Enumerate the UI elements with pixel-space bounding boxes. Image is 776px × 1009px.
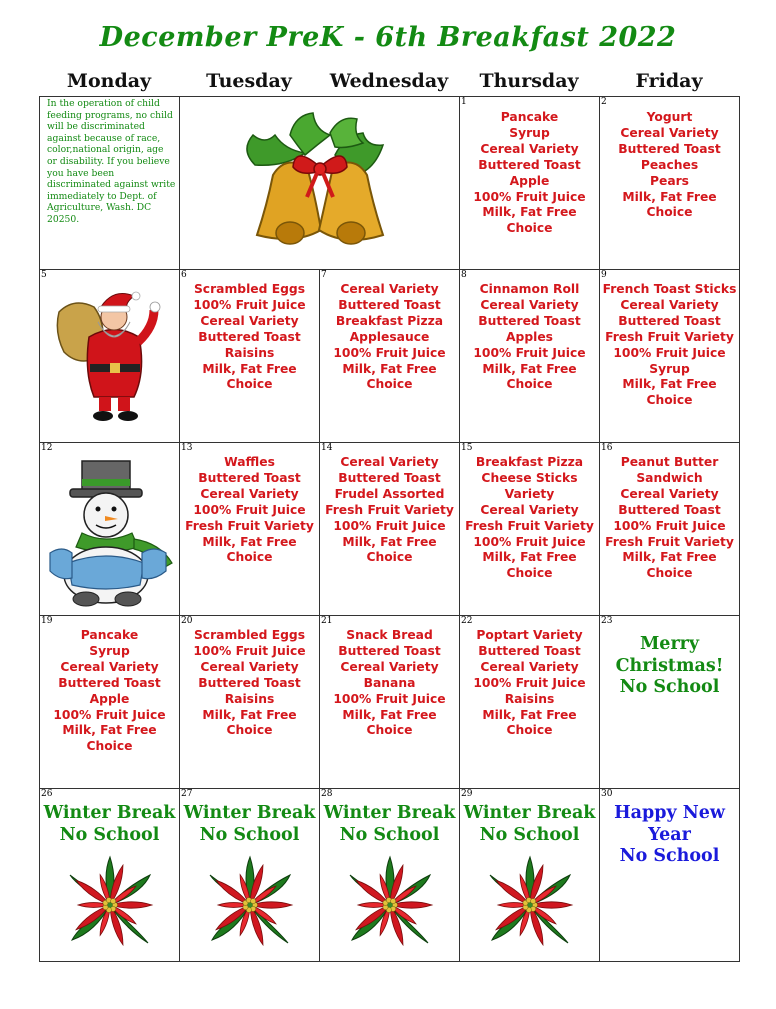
day-number: 19 [41, 616, 53, 626]
menu-item: Cereal Variety [480, 141, 579, 156]
menu-item: Fresh Fruit Variety [465, 518, 594, 533]
poinsettia-icon [480, 847, 580, 955]
week-row [40, 270, 740, 443]
menu-item: Milk, Fat Free [622, 377, 717, 392]
holiday-line: Winter Break [323, 803, 456, 823]
menu-item: Milk, Fat Free [622, 550, 717, 565]
holiday-line: No School [619, 846, 720, 866]
holiday-line: No School [339, 824, 440, 845]
day-number: 9 [601, 270, 607, 280]
day-cell-21 [320, 616, 460, 789]
menu-item: Variety [504, 486, 555, 501]
holiday-line: Year [648, 824, 691, 845]
notice-cell [40, 97, 180, 270]
menu-item: Milk, Fat Free [622, 189, 717, 204]
nondiscrimination-notice: In the operation of child feeding programs, no child will be discriminated against because of race, color,national origin, age or disability. If you believe you have been discriminated against write immediately to Dept. of Agriculture, Wash. DC 20250. [47, 98, 176, 225]
holiday-line: Happy New [614, 803, 725, 823]
day-cell-8 [460, 270, 600, 443]
menu-item: Milk, Fat Free [482, 205, 577, 220]
menu-item: Buttered Toast [58, 675, 161, 690]
menu-item: 100% Fruit Juice [613, 345, 726, 360]
day-header-monday: Monday [66, 70, 152, 92]
day-number: 16 [601, 443, 613, 453]
menu-item: Cereal Variety [200, 486, 299, 501]
holiday-line: Merry [639, 634, 700, 654]
menu-item: Choice [646, 566, 693, 581]
menu-item: French Toast Sticks [602, 282, 737, 296]
menu-item: Raisins [224, 691, 275, 706]
menu-item: Milk, Fat Free [482, 361, 577, 376]
menu-item: Poptart Variety [476, 628, 583, 642]
menu-item: Banana [363, 675, 416, 690]
day-number: 2 [601, 97, 607, 107]
day-number: 22 [461, 616, 473, 626]
day-cell-12 [40, 443, 180, 616]
holiday-line: Winter Break [43, 803, 176, 823]
day-cell-6 [180, 270, 320, 443]
menu-list [180, 270, 319, 393]
menu-item: Cereal Variety [620, 486, 719, 501]
menu-list [460, 97, 599, 237]
day-number: 6 [181, 270, 187, 280]
menu-item: Scrambled Eggs [193, 628, 306, 642]
week-row [40, 97, 740, 270]
holiday-message [320, 789, 459, 846]
menu-item: Peaches [640, 157, 699, 172]
day-number: 28 [321, 789, 333, 799]
day-cell-5 [40, 270, 180, 443]
day-cell-28 [320, 789, 460, 962]
holiday-line: Winter Break [183, 803, 316, 823]
week-row [40, 443, 740, 616]
day-number: 8 [461, 270, 467, 280]
menu-item: Buttered Toast [478, 313, 581, 328]
menu-item: Waffles [224, 455, 275, 469]
menu-item: Choice [366, 723, 413, 738]
bells-icon [235, 105, 405, 255]
day-number: 20 [181, 616, 193, 626]
menu-item: Pears [649, 173, 690, 188]
menu-item: 100% Fruit Juice [333, 691, 446, 706]
menu-item: Milk, Fat Free [482, 707, 577, 722]
day-number: 7 [321, 270, 327, 280]
day-cell-13 [180, 443, 320, 616]
menu-item: Choice [226, 377, 273, 392]
holiday-line: Christmas! [615, 655, 724, 676]
holiday-line: No School [59, 824, 160, 845]
menu-item: Buttered Toast [618, 141, 721, 156]
menu-item: Breakfast Pizza [335, 313, 444, 328]
menu-item: Buttered Toast [338, 643, 441, 658]
menu-item: Pancake [500, 110, 559, 124]
menu-item: Apple [509, 173, 550, 188]
menu-item: Choice [506, 221, 553, 236]
menu-item: Cereal Variety [620, 297, 719, 312]
menu-item: Cereal Variety [480, 659, 579, 674]
menu-item: Apple [89, 691, 130, 706]
day-cell-16 [600, 443, 740, 616]
day-number: 14 [321, 443, 333, 453]
day-cell-2 [600, 97, 740, 270]
menu-item: Cereal Variety [340, 659, 439, 674]
menu-item: Buttered Toast [338, 297, 441, 312]
menu-list [600, 443, 739, 582]
menu-item: Frudel Assorted [334, 486, 445, 501]
menu-item: Cereal Variety [340, 455, 439, 469]
day-cell-26 [40, 789, 180, 962]
menu-item: Buttered Toast [198, 329, 301, 344]
menu-item: Sandwich [636, 470, 703, 485]
menu-item: Milk, Fat Free [482, 550, 577, 565]
day-number: 12 [41, 443, 53, 453]
day-header-tuesday: Tuesday [206, 70, 292, 92]
menu-item: Cereal Variety [620, 125, 719, 140]
menu-item: Choice [226, 723, 273, 738]
menu-item: 100% Fruit Juice [333, 345, 446, 360]
menu-item: 100% Fruit Juice [473, 189, 586, 204]
menu-item: Choice [506, 723, 553, 738]
menu-item: Buttered Toast [478, 157, 581, 172]
day-header-thursday: Thursday [479, 70, 579, 92]
menu-list [460, 443, 599, 582]
menu-item: Snack Bread [346, 628, 433, 642]
holiday-message [600, 616, 739, 699]
day-cell-7 [320, 270, 460, 443]
menu-list [460, 270, 599, 393]
menu-item: Choice [366, 550, 413, 565]
day-cell-27 [180, 789, 320, 962]
menu-list [460, 616, 599, 739]
day-number: 5 [41, 270, 47, 280]
poinsettia-icon [340, 847, 440, 955]
day-number: 23 [601, 616, 613, 626]
menu-item: Buttered Toast [338, 470, 441, 485]
menu-item: Cheese Sticks [481, 470, 578, 485]
menu-item: 100% Fruit Juice [193, 643, 306, 658]
bells-cell [180, 97, 460, 270]
day-number: 13 [181, 443, 193, 453]
menu-item: Choice [86, 739, 133, 754]
day-cell-1 [460, 97, 600, 270]
menu-item: 100% Fruit Juice [613, 518, 726, 533]
santa-icon [54, 282, 174, 432]
day-number: 29 [461, 789, 473, 799]
poinsettia-icon [200, 847, 300, 955]
menu-item: Raisins [504, 691, 555, 706]
menu-item: Milk, Fat Free [342, 534, 437, 549]
day-cell-30 [600, 789, 740, 962]
menu-item: Buttered Toast [618, 502, 721, 517]
menu-item: Milk, Fat Free [202, 707, 297, 722]
menu-list [40, 616, 179, 755]
menu-item: 100% Fruit Juice [333, 518, 446, 533]
menu-item: Cinnamon Roll [479, 282, 580, 296]
menu-item: Apples [506, 329, 553, 344]
day-cell-19 [40, 616, 180, 789]
menu-item: Syrup [649, 361, 690, 376]
day-header-friday: Friday [635, 70, 703, 92]
day-header-wednesday: Wednesday [329, 70, 449, 92]
menu-item: Choice [506, 377, 553, 392]
menu-item: Cereal Variety [340, 282, 439, 296]
menu-item: Choice [646, 393, 693, 408]
menu-item: Choice [226, 550, 273, 565]
day-number: 27 [181, 789, 193, 799]
menu-item: Choice [506, 566, 553, 581]
menu-list [320, 443, 459, 566]
menu-item: Yogurt [646, 110, 693, 124]
menu-item: Fresh Fruit Variety [605, 534, 734, 549]
week-row [40, 789, 740, 962]
menu-item: Buttered Toast [478, 643, 581, 658]
menu-item: Syrup [509, 125, 550, 140]
day-cell-22 [460, 616, 600, 789]
menu-item: Fresh Fruit Variety [325, 502, 454, 517]
menu-item: Choice [366, 377, 413, 392]
menu-list [600, 97, 739, 221]
menu-item: Cereal Variety [480, 502, 579, 517]
week-row [40, 616, 740, 789]
menu-item: Fresh Fruit Variety [185, 518, 314, 533]
day-number: 21 [321, 616, 333, 626]
menu-item: 100% Fruit Juice [193, 502, 306, 517]
menu-list [180, 616, 319, 739]
menu-item: 100% Fruit Juice [53, 707, 166, 722]
menu-list [320, 270, 459, 393]
holiday-message [460, 789, 599, 846]
day-number: 1 [461, 97, 467, 107]
holiday-line: No School [479, 824, 580, 845]
menu-list [600, 270, 739, 409]
day-cell-23 [600, 616, 740, 789]
menu-item: Fresh Fruit Variety [605, 329, 734, 344]
page-title: December PreK - 6th Breakfast 2022 [99, 22, 677, 53]
day-number: 30 [601, 789, 613, 799]
menu-item: Scrambled Eggs [193, 282, 306, 296]
menu-list [180, 443, 319, 566]
holiday-line: Winter Break [463, 803, 596, 823]
menu-item: Raisins [224, 345, 275, 360]
holiday-line: No School [619, 677, 720, 697]
menu-item: Milk, Fat Free [202, 361, 297, 376]
menu-item: Peanut Butter [620, 455, 719, 469]
menu-item: 100% Fruit Juice [473, 675, 586, 690]
holiday-message [600, 789, 739, 868]
holiday-message [40, 789, 179, 846]
holiday-message [180, 789, 319, 846]
menu-item: Milk, Fat Free [342, 361, 437, 376]
menu-item: 100% Fruit Juice [473, 534, 586, 549]
menu-item: Buttered Toast [618, 313, 721, 328]
poinsettia-icon [60, 847, 160, 955]
menu-item: Milk, Fat Free [342, 707, 437, 722]
menu-item: Cereal Variety [60, 659, 159, 674]
day-number: 26 [41, 789, 53, 799]
calendar-grid [39, 96, 740, 962]
menu-item: Cereal Variety [200, 313, 299, 328]
menu-item: Applesauce [349, 329, 430, 344]
menu-item: Cereal Variety [480, 297, 579, 312]
menu-item: 100% Fruit Juice [473, 345, 586, 360]
holiday-line: No School [199, 824, 300, 845]
menu-list [320, 616, 459, 739]
day-cell-14 [320, 443, 460, 616]
menu-item: 100% Fruit Juice [193, 297, 306, 312]
menu-item: Buttered Toast [198, 675, 301, 690]
menu-item: Milk, Fat Free [202, 534, 297, 549]
day-number: 15 [461, 443, 473, 453]
menu-item: Choice [646, 205, 693, 220]
menu-item: Buttered Toast [198, 470, 301, 485]
menu-item: Cereal Variety [200, 659, 299, 674]
day-cell-9 [600, 270, 740, 443]
day-cell-29 [460, 789, 600, 962]
day-cell-15 [460, 443, 600, 616]
menu-item: Syrup [89, 643, 130, 658]
snowman-icon [42, 453, 178, 608]
menu-item: Milk, Fat Free [62, 723, 157, 738]
menu-item: Breakfast Pizza [475, 455, 584, 469]
day-cell-20 [180, 616, 320, 789]
menu-item: Pancake [80, 628, 139, 642]
